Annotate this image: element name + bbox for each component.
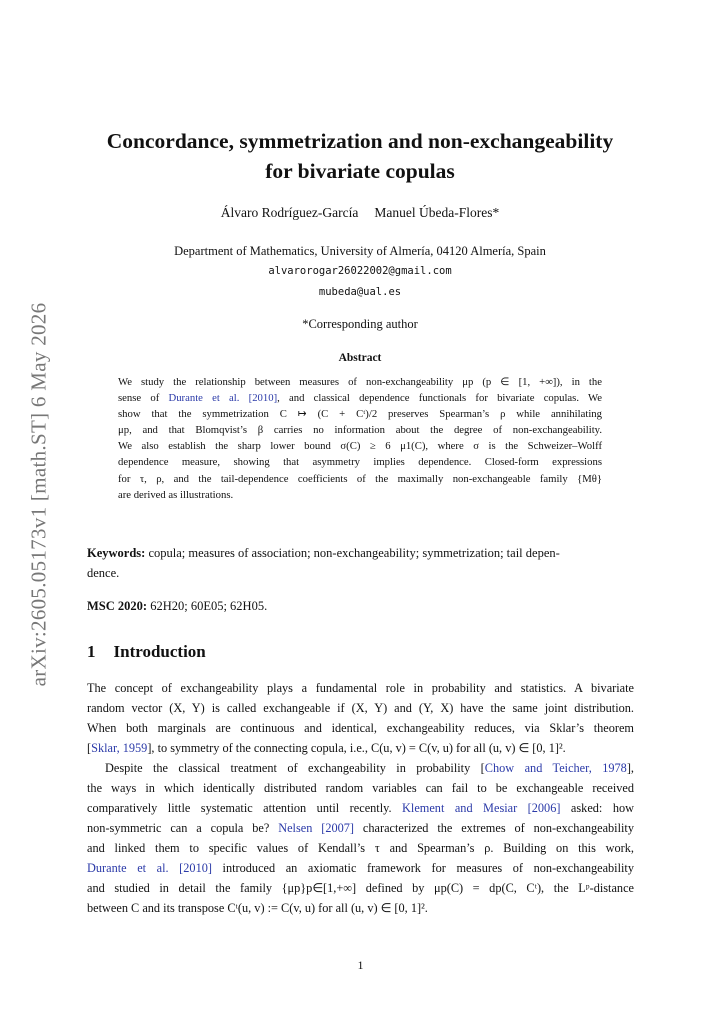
abstract-line: sense of Durante et al. [2010], and classical dependence functionals for bivariate copulas. We [118,392,602,405]
body-line: When both marginals are continuous and identical, exchangeability reduces, via Sklar’s theorem [87,721,634,735]
abstract-line: show that the symmetrization C ↦ (C + Cᵗ)/2 preserves Spearman’s ρ while annihilating [118,408,602,421]
body-line: the ways in which identically distributed random variables can fail to be exchangeable received [87,781,634,795]
body-line: and linked them to specific values of Kendall’s τ and Spearman’s ρ. Building on this work, [87,841,634,855]
email-1: alvarorogar26022002@gmail.com [268,265,452,277]
body-line: [Sklar, 1959], to symmetry of the connecting copula, i.e., C(u, v) = C(v, u) for all (u, v) ∈ [0, 1]². [87,741,566,755]
abstract-line: μp, and that Blomqvist’s β carries no information about the degree of non-exchangeability. [118,424,602,437]
abstract-line: for τ, ρ, and the tail-dependence coefficients of the maximally non-exchangeable family {Mθ} [118,472,602,485]
msc-label: MSC 2020: [87,599,148,613]
body-line: Despite the classical treatment of exchangeability in probability [Chow and Teicher, 1978], [105,761,634,775]
section-number: 1 [87,642,96,661]
msc-codes: 62H20; 60E05; 62H05. [150,599,268,613]
keywords-text-cont: dence. [87,566,120,580]
title-line-1: Concordance, symmetrization and non-exchangeability [106,129,614,153]
introduction-body [87,678,634,918]
author-1: Álvaro Rodríguez-García [220,205,359,220]
body-line: random vector (X, Y) is called exchangeable if (X, Y) and (Y, X) have the same joint distribution. [87,701,634,715]
body-line: comparatively little systematic attention until recently. Klement and Mesiar [2006] asked: how [87,801,634,815]
page-number: 1 [357,958,364,972]
body-line: Durante et al. [2010] introduced an axiomatic framework for measures of non-exchangeability [87,861,634,875]
keywords [87,543,633,583]
arxiv-identifier: arXiv:2605.05173v1 [math.ST] 6 May 2026 [26,302,51,686]
msc-classification [87,599,633,614]
keywords-label: Keywords: [87,546,146,560]
title-line-2: for bivariate copulas [265,159,455,183]
body-line: non-symmetric can a copula be? Nelsen [2007] characterized the extremes of non-exchangeability [87,821,634,835]
arxiv-sidebar [22,288,56,700]
keywords-text: copula; measures of association; non-exchangeability; symmetrization; tail depen- [148,546,560,560]
abstract [118,374,602,503]
abstract-line: dependence measure, showing that asymmetry implies dependence. Closed-form expressions [118,456,602,469]
author-list [60,205,660,221]
author-2: Manuel Úbeda-Flores* [374,205,500,220]
body-line: between C and its transpose Cᵗ(u, v) := C(v, u) for all (u, v) ∈ [0, 1]². [87,901,428,915]
corresponding-author-note: *Corresponding author [302,317,418,331]
section-title: Introduction [113,642,206,661]
abstract-line: We study the relationship between measures of non-exchangeability μp (p ∈ [1, +∞]), in the [118,376,602,388]
paper-title [60,126,660,186]
section-heading [87,642,206,662]
abstract-heading: Abstract [338,352,382,364]
email-2: mubeda@ual.es [318,286,402,298]
body-line: The concept of exchangeability plays a fundamental role in probability and statistics. A bivariate [87,681,634,695]
abstract-line: We also establish the sharp lower bound σ(C) ≥ 6 μ1(C), where σ is the Schweizer–Wolff [118,440,602,453]
body-line: and studied in detail the family {μp}p∈[1,+∞] defined by μp(C) = dp(C, Cᵗ), the Lᵖ-distance [87,881,634,895]
affiliation: Department of Mathematics, University of Almería, 04120 Almería, Spain [174,244,546,258]
abstract-line: are derived as illustrations. [118,488,234,501]
